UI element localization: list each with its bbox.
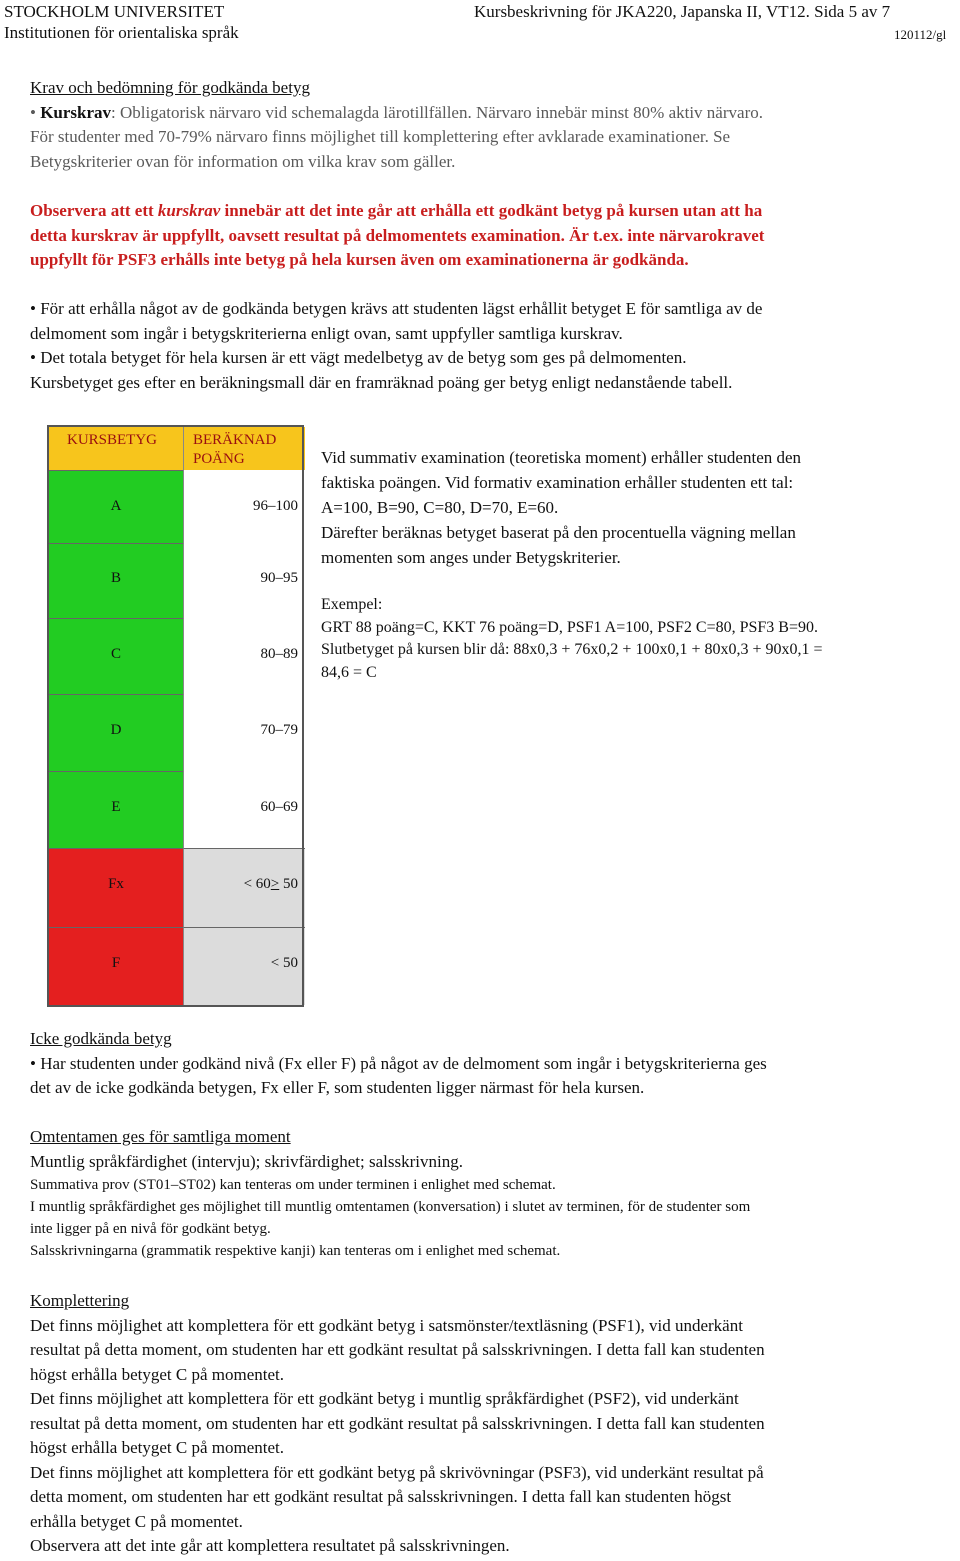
university-name: STOCKHOLM UNIVERSITET (4, 2, 225, 21)
completion-a-1: Det finns möjlighet att komplettera för ett godkänt betyg i satsmönster/textläsning (PSF1), vid underkänt (30, 1315, 743, 1335)
grade-e: E (111, 799, 121, 815)
scoring-explanation (321, 445, 951, 570)
completion-note: Observera att det inte går att komplettera resultatet på salsskrivningen. (30, 1536, 510, 1555)
completion-c-2: detta moment, om studenten har ett godkänt resultat på salsskrivningen. I detta fall kan studenten högst (30, 1487, 732, 1506)
warning-line-2: detta kurskrav är uppfyllt, oavsett resultat på delmomentets examination. Är t.ex. inte närvarokravet (30, 225, 765, 245)
grading-line-3: • Det totala betyget för hela kursen är ett vägt medelbetyg av de betyg som ges på delmomenten. (30, 348, 687, 367)
points-c: 80–89 (260, 646, 298, 662)
completion-b-1: Det finns möjlighet att komplettera för ett godkänt betyg i muntlig språkfärdighet (PSF2), vid underkänt (30, 1389, 739, 1408)
header-kursbetyg: KURSBETYG (67, 432, 158, 448)
warning-emphasis: kurskrav (157, 201, 221, 220)
warning-post: innebär att det inte går att erhålla ett godkänt betyg på kursen utan att ha (220, 201, 763, 220)
points-f: < 50 (270, 955, 298, 971)
grading-line-1: • För att erhålla något av de godkända betygen krävs att studenten lägst erhållit betyget E för samtliga av de (30, 299, 763, 318)
example-line-1: GRT 88 poäng=C, KKT 76 poäng=D, PSF1 A=100, PSF2 C=80, PSF3 B=90. (321, 618, 818, 636)
scoring-example (321, 594, 951, 684)
grading-line-2: delmoment som ingår i betygskriterierna enligt ovan, samt uppfyller samtliga kurskrav. (30, 323, 623, 343)
grade-f: F (111, 955, 121, 971)
requirements-line-3: Betygskriterier ovan för information om vilka krav som gäller. (30, 151, 456, 171)
completion-a-2: resultat på detta moment, om studenten har ett godkänt resultat på salsskrivningen. I detta fall kan studenten (30, 1340, 765, 1359)
grade-a: A (110, 498, 122, 514)
completion-title: Komplettering (30, 1291, 130, 1310)
points-e: 60–69 (260, 799, 298, 815)
completion-c-1: Det finns möjlighet att komplettera för ett godkänt betyg på skrivövningar (PSF3), vid underkänt resultat på (30, 1462, 764, 1482)
points-b: 90–95 (260, 570, 298, 586)
failing-line-2: det av de icke godkända betygen, Fx eller F, som studenten ligger närmast för hela kursen. (30, 1078, 645, 1097)
header-poang: POÄNG (193, 451, 245, 467)
grade-row-d (49, 694, 306, 771)
header-beraknad: BERÄKNAD (193, 432, 277, 448)
grade-table-header (49, 427, 306, 470)
scoring-line-4: Därefter beräknas betyget baserat på den procentuella vägning mellan (321, 523, 796, 542)
failing-title: Icke godkända betyg (30, 1029, 172, 1048)
grading-line-4: Kursbetyget ges efter en beräkningsmall där en framräknad poäng ger betyg enligt nedanstående tabell. (30, 372, 733, 392)
grade-row-e (49, 771, 306, 848)
warning-line-1 (30, 199, 960, 224)
requirements-section (30, 76, 960, 174)
example-title: Exempel: (321, 596, 383, 613)
retake-small-1: Summativa prov (ST01–ST02) kan tenteras om under terminen i enlighet med schemat. (30, 1177, 556, 1193)
institution-name: Institutionen för orientaliska språk (4, 23, 239, 42)
grade-row-b (49, 543, 306, 618)
grade-row-f (49, 927, 306, 1005)
document-code: 120112/gl (894, 27, 947, 42)
grade-table (47, 425, 304, 1007)
completion-a-3: högst erhålla betyget C på momentet. (30, 1364, 284, 1384)
example-line-2: Slutbetyget på kursen blir då: 88x0,3 + 76x0,2 + 100x0,1 + 80x0,3 + 90x0,1 = (321, 641, 823, 658)
retake-line-1: Muntlig språkfärdighet (intervju); skrivfärdighet; salsskrivning. (30, 1151, 463, 1171)
requirements-title: Krav och bedömning för godkända betyg (30, 78, 310, 97)
completion-b-3: högst erhålla betyget C på momentet. (30, 1438, 284, 1457)
grade-b: B (110, 570, 121, 586)
points-fx-pre: < 60 (243, 876, 271, 892)
grade-d: D (110, 722, 122, 738)
kurskrav-text: : Obligatorisk närvaro vid schemalagda lärotillfällen. Närvaro innebär minst 80% aktiv närvaro. (111, 102, 763, 122)
scoring-line-1: Vid summativ examination (teoretiska moment) erhåller studenten den (321, 448, 802, 467)
points-d: 70–79 (260, 722, 298, 738)
scoring-line-5: momenten som anges under Betygskriterier. (321, 548, 621, 567)
completion-c-3: erhålla betyget C på momentet. (30, 1511, 243, 1531)
warning-line-3: uppfyllt för PSF3 erhålls inte betyg på hela kursen även om examinationerna är godkända. (30, 250, 689, 269)
grading-section (30, 297, 960, 395)
kurskrav-label: Kurskrav (40, 102, 112, 122)
warning-section (30, 199, 960, 273)
retake-title: Omtentamen ges för samtliga moment (30, 1127, 291, 1146)
grade-table-right-border (302, 425, 304, 1007)
warning-pre: Observera att ett (30, 201, 158, 220)
completion-b-2: resultat på detta moment, om studenten har ett godkänt resultat på salsskrivningen. I detta fall kan studenten (30, 1413, 765, 1433)
retake-small-4: Salsskrivningarna (grammatik respektive kanji) kan tenteras om i enlighet med schemat. (30, 1243, 561, 1259)
example-line-3: 84,6 = C (321, 663, 377, 681)
scoring-line-2: faktiska poängen. Vid formativ examination erhåller studenten ett tal: (321, 473, 794, 492)
points-a: 96–100 (253, 498, 298, 514)
grade-c: C (110, 646, 121, 662)
grade-row-c (49, 618, 306, 694)
course-header: Kursbeskrivning för JKA220, Japanska II, VT12. Sida 5 av 7 (474, 2, 891, 21)
retake-small-3: inte ligger på en nivå för godkänt betyg. (30, 1221, 271, 1237)
points-fx (244, 876, 298, 893)
grade-fx: Fx (108, 876, 124, 892)
completion-section (30, 1289, 960, 1559)
failing-section (30, 1027, 960, 1101)
grade-row-fx (49, 848, 306, 927)
retake-small-2: I muntlig språkfärdighet ges möjlighet till muntlig omtentamen (konversation) i slutet av terminen, för de studenter som (30, 1199, 751, 1215)
points-fx-post: 50 (279, 876, 298, 892)
retake-section (30, 1125, 960, 1262)
kurskrav-line: • Kurskrav: Obligatorisk närvaro vid schemalagda lärotillfällen. Närvaro innebär minst 80% aktiv närvaro. (30, 102, 763, 122)
grade-row-a (49, 470, 306, 543)
points-fx-ge: > (270, 876, 280, 892)
requirements-line-2: För studenter med 70-79% närvaro finns möjlighet till komplettering efter avklarade examinationer. Se (30, 127, 731, 146)
scoring-line-3: A=100, B=90, C=80, D=70, E=60. (321, 498, 559, 517)
failing-line-1: • Har studenten under godkänd nivå (Fx eller F) på något av de delmoment som ingår i betygskriterierna ges (30, 1053, 767, 1073)
